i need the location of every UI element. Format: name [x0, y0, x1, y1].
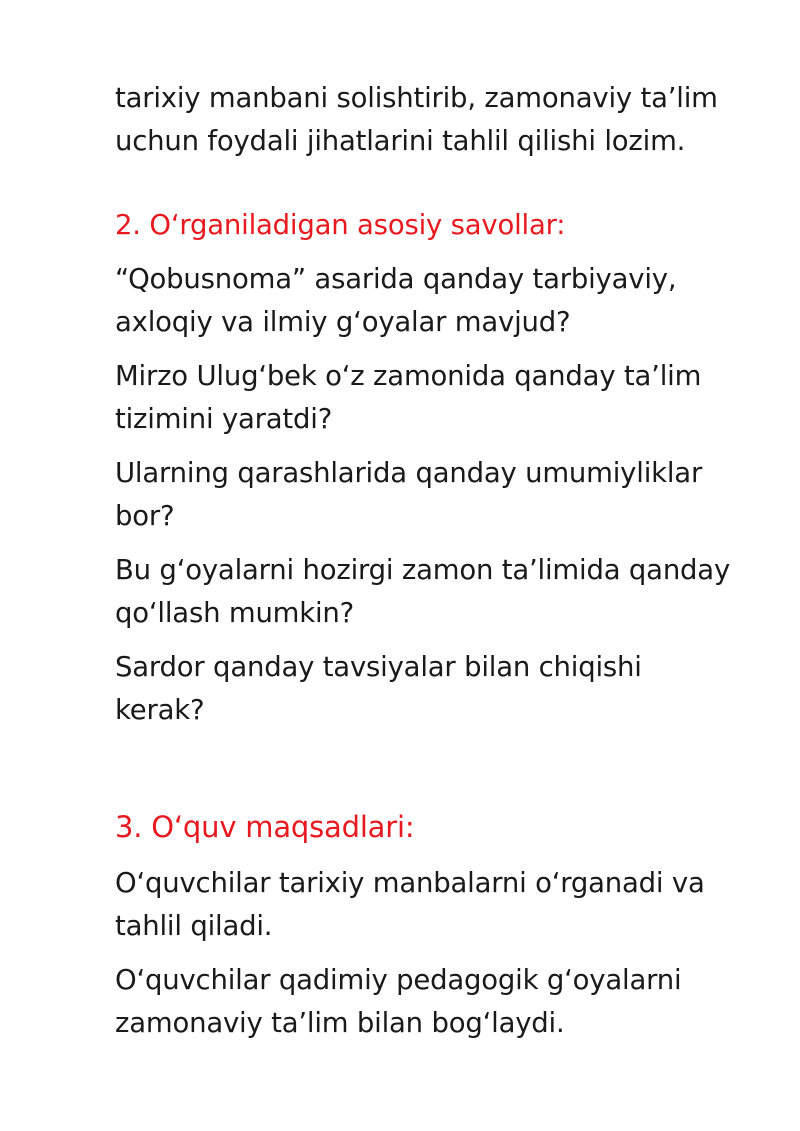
- text-line: qo‘llash mumkin?: [115, 597, 355, 629]
- text-line: O‘quvchilar qadimiy pedagogik g‘oyalarni: [115, 964, 682, 996]
- text-line: Mirzo Ulug‘bek o‘z zamonida qanday ta’lim: [115, 360, 702, 392]
- text-line: Sardor qanday tavsiyalar bilan chiqishi: [115, 651, 642, 683]
- section-2-heading: 2. O‘rganiladigan asosiy savollar:: [115, 209, 566, 241]
- section-3-heading: 3. O‘quv maqsadlari:: [115, 810, 415, 844]
- text-line: kerak?: [115, 694, 205, 726]
- text-line: tahlil qiladi.: [115, 910, 273, 942]
- text-line: uchun foydali jihatlarini tahlil qilishi lozim.: [115, 125, 686, 157]
- text-line: zamonaviy ta’lim bilan bog‘laydi.: [115, 1007, 565, 1039]
- question-item: [115, 452, 755, 538]
- text-line: Ularning qarashlarida qanday umumiyliklar: [115, 457, 703, 489]
- text-line: bor?: [115, 500, 175, 532]
- intro-paragraph: [115, 77, 755, 163]
- text-line: tarixiy manbani solishtirib, zamonaviy ta’lim: [115, 82, 718, 114]
- goal-item: [115, 862, 755, 948]
- question-item: [115, 646, 755, 732]
- goal-item: [115, 959, 755, 1045]
- question-item: [115, 258, 755, 344]
- text-line: O‘quvchilar tarixiy manbalarni o‘rganadi va: [115, 867, 705, 899]
- text-line: “Qobusnoma” asarida qanday tarbiyaviy,: [115, 263, 677, 295]
- text-line: axloqiy va ilmiy g‘oyalar mavjud?: [115, 306, 571, 338]
- question-item: [115, 549, 755, 635]
- text-line: tizimini yaratdi?: [115, 403, 333, 435]
- question-item: [115, 355, 755, 441]
- text-line: Bu g‘oyalarni hozirgi zamon ta’limida qanday: [115, 554, 731, 586]
